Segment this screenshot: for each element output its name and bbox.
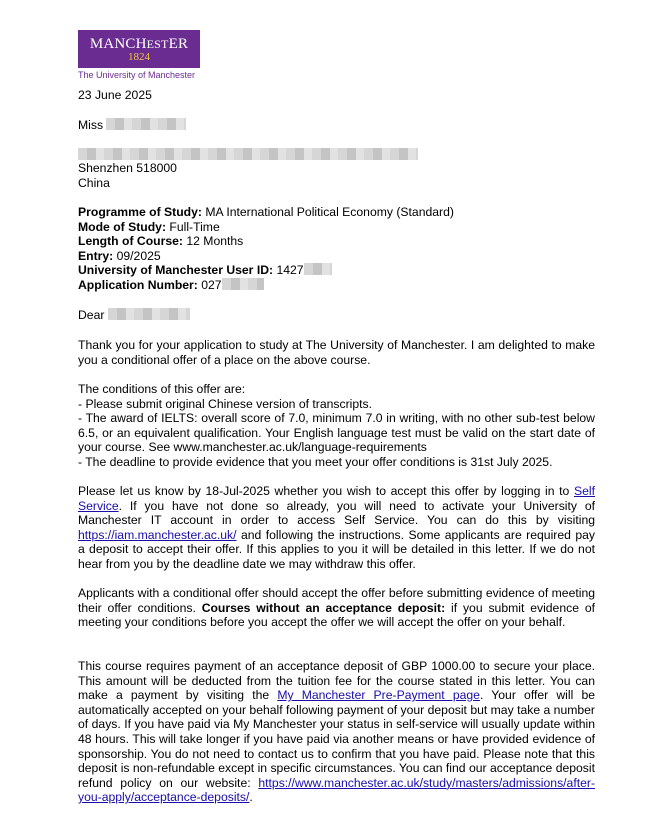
conditions-intro: The conditions of this offer are: — [78, 382, 246, 396]
address-country: China — [78, 175, 110, 190]
paragraph-conditional: Applicants with a conditional offer should accept the offer before submitting evidence of meeting their offer conditions. Courses without an acceptance deposit: if you submit evidence of meeting your conditions before you accept the offer we will accept the offer on your behalf. — [78, 586, 595, 630]
greeting: Dear — [78, 308, 190, 323]
paragraph-intro: Thank you for your application to study at The University of Manchester. I am delighted to make you a conditional offer of a place on the above course. — [78, 338, 595, 367]
detail-length: Length of Course: 12 Months — [78, 234, 244, 249]
paragraph-deposit: This course requires payment of an acceptance deposit of GBP 1000.00 to secure your place. This amount will be deducted from the tuition fee for the course stated in this letter. You can make a payment by visiting the My Manchester Pre-Payment page. Your offer will be automatically accepted on your behalf following payment of your deposit but may take a number of days. If you have paid via My Manchester your status in self-service will usually update within 48 hours. This will take longer if you have paid via another means or have provided evidence of sponsorship. You do not need to contact us to confirm that you have paid. Please note that this deposit is non-refundable except in specific circumstances. You can find our acceptance deposit refund policy on our website: https://www.manchester.ac.uk/study/masters/admissions/after-you-apply/acceptance-deposits/. — [78, 659, 596, 805]
detail-application-number: Application Number: 027 — [78, 278, 454, 293]
detail-mode: Mode of Study: Full-Time — [78, 219, 220, 234]
detail-programme: Programme of Study: MA International Political Economy (Standard) — [78, 205, 454, 219]
refund-policy-link[interactable]: https://www.manchester.ac.uk/study/masters/admissions/after-you-apply/acceptance-deposits/ — [78, 775, 595, 805]
address-block — [78, 161, 177, 190]
redacted-name — [106, 118, 186, 130]
address-city: Shenzhen 518000 — [78, 161, 177, 175]
paragraph-accept: Please let us know by 18-Jul-2025 whether you wish to accept this offer by logging in to Self Service. If you have not done so already, you will need to activate your University of Manchester IT account in order to access Self Service. You can do this by visiting https://iam.manchester.ac.uk/ and following the instructions. Some applicants are required pay a deposit to accept their offer. If this applies to you it will be detailed in this letter. If we do not hear from you by the deadline date we may withdraw this offer. — [78, 484, 595, 571]
detail-entry: Entry: 09/2025 — [78, 248, 161, 263]
logo-year: 1824 — [128, 51, 150, 63]
condition-item: - The award of IELTS: overall score of 7.0, minimum 7.0 in writing, with no other sub-test below 6.5, or an equivalent qualification. Your English language test must be valid on the start date of your course. See www.manchester.ac.uk/language-requirements — [78, 411, 595, 455]
detail-user-id: University of Manchester User ID: 1427 — [78, 263, 454, 278]
self-service-link[interactable]: Self Service — [78, 484, 595, 513]
course-details — [78, 205, 454, 293]
logo-subtitle: The University of Manchester — [78, 70, 196, 80]
redacted-greeting-name — [108, 308, 190, 320]
iam-link[interactable]: https://iam.manchester.ac.uk/ — [78, 527, 237, 542]
offer-conditions — [78, 382, 595, 470]
logo-wordmark: MANCHESTER — [89, 36, 189, 52]
condition-item: - Please submit original Chinese version of transcripts. — [78, 396, 372, 411]
letter-date: 23 June 2025 — [78, 88, 152, 102]
condition-item: - The deadline to provide evidence that you meet your offer conditions is 31st July 2025. — [78, 454, 553, 469]
pre-payment-link[interactable]: My Manchester Pre-Payment page — [277, 688, 480, 703]
recipient-name: Miss — [78, 118, 186, 133]
university-logo — [78, 30, 200, 68]
